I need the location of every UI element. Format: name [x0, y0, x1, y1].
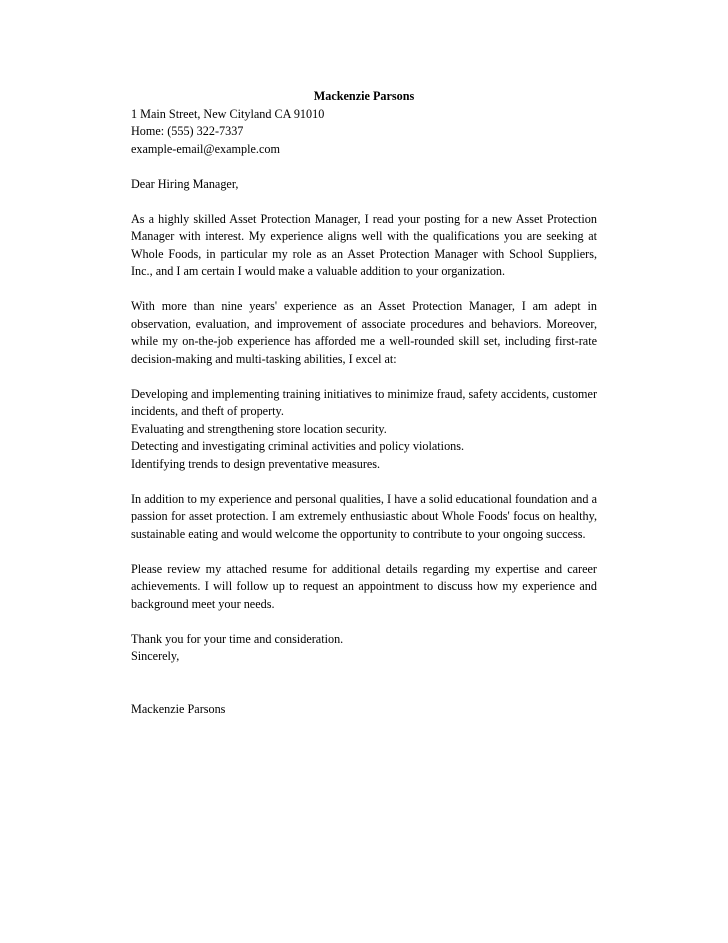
signature-space — [131, 666, 597, 701]
thanks-line: Thank you for your time and consideration. — [131, 631, 344, 646]
spacer — [131, 158, 597, 176]
skill-item: Evaluating and strengthening store location security. — [131, 421, 387, 436]
sender-name-heading: Mackenzie Parsons — [313, 89, 415, 103]
spacer — [131, 368, 597, 386]
salutation: Dear Hiring Manager, — [131, 176, 239, 191]
sign-off: Sincerely, — [131, 649, 180, 663]
spacer — [131, 473, 597, 491]
skill-item: Identifying trends to design preventative measures. — [131, 456, 381, 471]
cover-letter — [131, 88, 597, 718]
sender-address: 1 Main Street, New Cityland CA 91010 — [131, 106, 325, 121]
body-paragraph-education: In addition to my experience and personal qualities, I have a solid educational foundation and a passion for asset protection. I am extremely enthusiastic about Whole Foods' focus on healthy, sustainable eating and would welcome the opportunity to contribute to your ongoing success. — [131, 491, 597, 541]
spacer — [131, 193, 597, 211]
signature-name: Mackenzie Parsons — [131, 701, 226, 716]
spacer — [131, 613, 597, 631]
spacer — [131, 281, 597, 299]
spacer — [131, 543, 597, 561]
skills-list — [131, 386, 597, 474]
body-paragraph-intro: As a highly skilled Asset Protection Manager, I read your posting for a new Asset Protection Manager with interest. My experience aligns well with the qualifications you are seeking at Whole Foods, in particular my role as an Asset Protection Manager with School Suppliers, Inc., and I am certain I would make a valuable addition to your organization. — [131, 211, 597, 278]
skill-item: Detecting and investigating criminal activities and policy violations. — [131, 439, 465, 453]
skill-item: Developing and implementing training initiatives to minimize fraud, safety accidents, customer incidents, and theft of property. — [131, 386, 597, 418]
sender-email: example-email@example.com — [131, 141, 280, 156]
body-paragraph-followup: Please review my attached resume for additional details regarding my expertise and career achievements. I will follow up to request an appointment to discuss how my experience and background meet your needs. — [131, 561, 597, 611]
sender-phone: Home: (555) 322-7337 — [131, 124, 244, 138]
body-paragraph-experience: With more than nine years' experience as an Asset Protection Manager, I am adept in observation, evaluation, and improvement of associate procedures and behaviors. Moreover, while my on-the-job experience has afforded me a well-rounded skill set, including first-rate decision-making and multi-tasking abilities, I excel at: — [131, 299, 597, 366]
